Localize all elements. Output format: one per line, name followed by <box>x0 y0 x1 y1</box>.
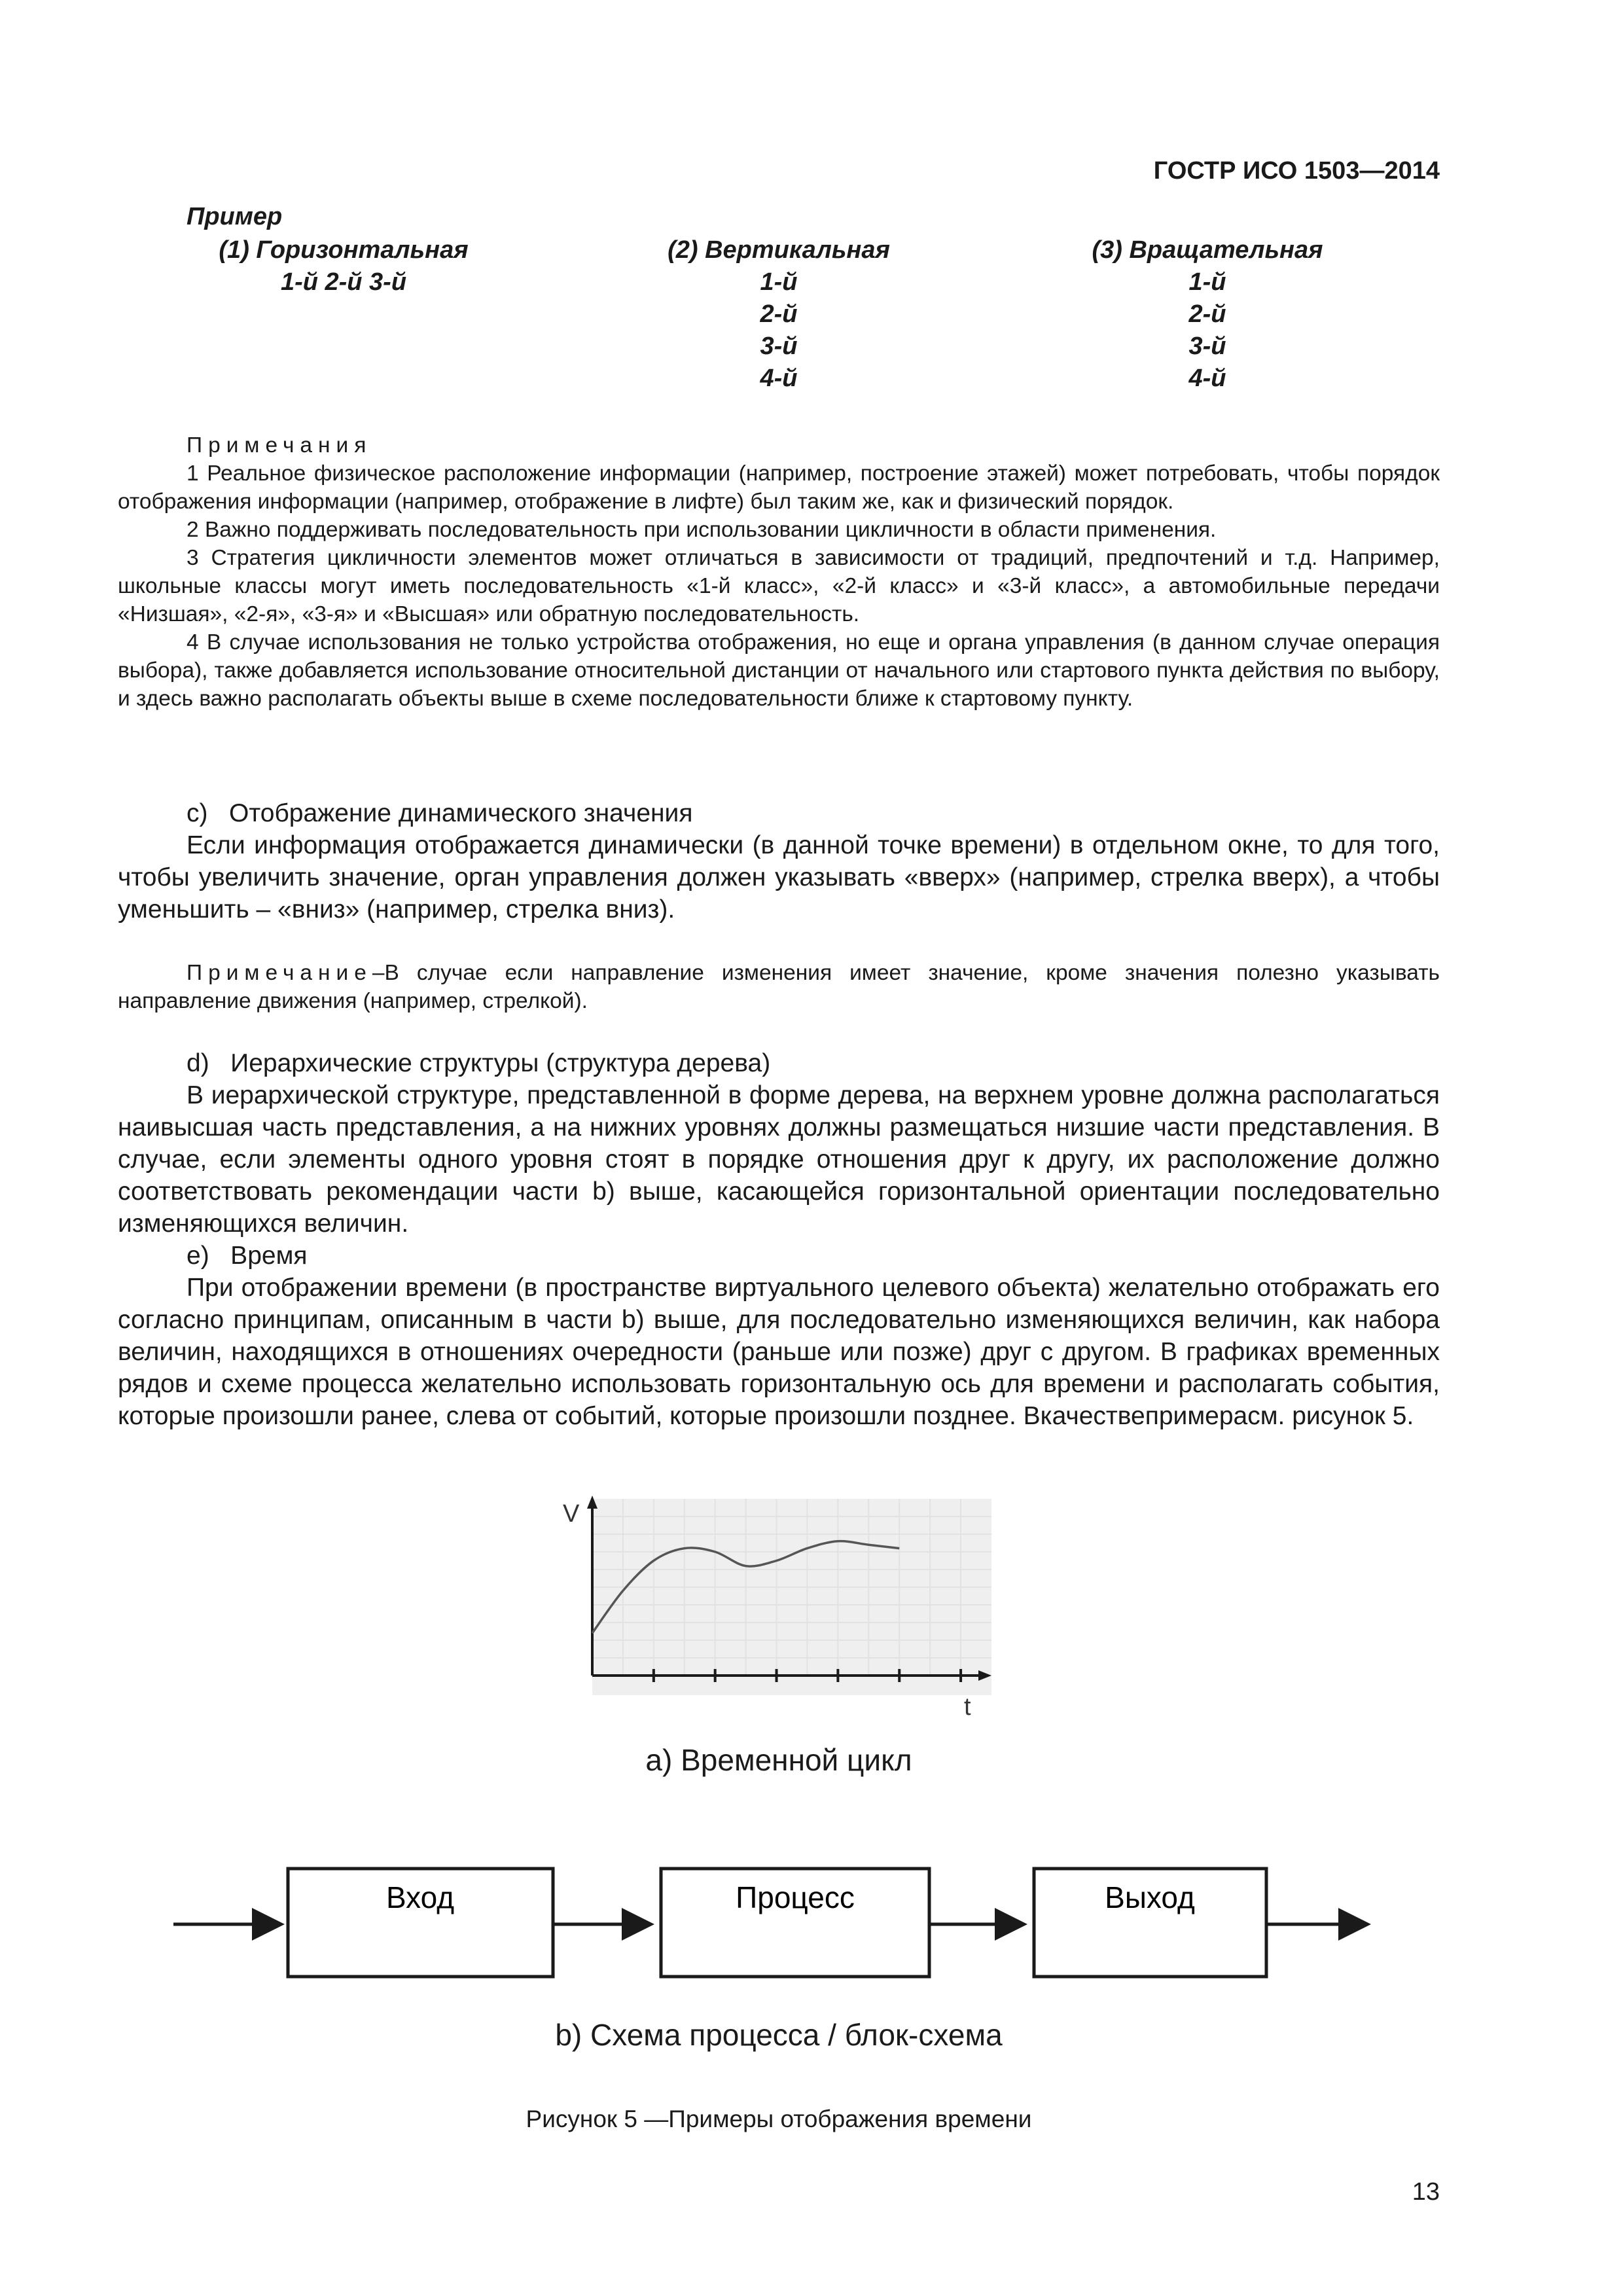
time-chart <box>563 1496 991 1721</box>
note-c-label: Примечание <box>187 961 372 985</box>
page-number: 13 <box>1412 2178 1440 2206</box>
note-item: 1 Реальное физическое расположение информации (например, построение этажей) может потребовать, чтобы порядок отображения информации (например, отображение в лифте) был таким же, как и физический порядок. <box>118 461 1440 514</box>
note-c-text: –В случае если направление изменения имеет значение, кроме значения полезно указывать направление движения (например, стрелкой). <box>118 961 1440 1013</box>
vertical-item: 2-й <box>760 300 798 328</box>
document-header: ГОСТР ИСО 1503—2014 <box>1153 157 1440 185</box>
section-d-heading: d) Иерархические структуры (структура дерева) <box>187 1049 771 1077</box>
vertical-title: (2) Вертикальная <box>668 236 890 264</box>
notes-title: Примечания <box>187 433 372 457</box>
rotational-item: 2-й <box>1188 300 1226 328</box>
rotational-item: 4-й <box>1188 365 1226 392</box>
section-c-heading: c) Отображение динамического значения <box>187 799 693 827</box>
section-c-text: Если информация отображается динамически (в данной точке времени) в отдельном окне, то для того, чтобы увеличить значение, орган управления должен указывать «вверх» (например, стрелка вверх), а чтобы уменьшить – «вниз» (например, стрелка вниз). <box>118 831 1440 924</box>
section-d-text: В иерархической структуре, представленной в форме дерева, на верхнем уровне должна располагаться наивысшая часть представления, а на нижних уровнях должны размещаться низшие части представления. В случае, если элементы одного уровня стоят в порядке отношения друг к другу, их расположение должно соответствовать рекомендации части b) выше, касающейся горизонтальной ориентации последовательно изменяющихся величин. <box>118 1081 1440 1238</box>
figure-caption: Рисунок 5 —Примеры отображения времени <box>526 2106 1032 2132</box>
vertical-item: 3-й <box>760 332 798 360</box>
horizontal-items: 1-й 2-й 3-й <box>280 268 407 296</box>
section-e-heading: e) Время <box>187 1242 308 1270</box>
vertical-item: 1-й <box>760 268 798 296</box>
note-item: 2 Важно поддерживать последовательность при использовании цикличности в области применения. <box>187 518 1217 542</box>
vertical-item: 4-й <box>760 365 798 392</box>
chart-caption: а) Временной цикл <box>645 1743 912 1777</box>
example-title: Пример <box>187 203 283 230</box>
note-item: 3 Стратегия цикличности элементов может отличаться в зависимости от традиций, предпочтений и т.д. Например, школьные классы могут иметь последовательность «1-й класс», «2-й класс» и «3-й класс», а автомобильные передачи «Низшая», «2-я», «3-я» и «Высшая» или обратную последовательность. <box>118 546 1440 626</box>
flow-caption: b) Схема процесса / блок-схема <box>555 2018 1003 2052</box>
y-axis-label: V <box>563 1500 580 1528</box>
rotational-item: 3-й <box>1188 332 1226 360</box>
x-axis-label: t <box>964 1693 971 1721</box>
box-process-label: Процесс <box>736 1880 855 1914</box>
rotational-item: 1-й <box>1188 268 1226 296</box>
rotational-title: (3) Вращательная <box>1092 236 1323 264</box>
flow-diagram <box>173 1869 1368 1977</box>
horizontal-title: (1) Горизонтальная <box>219 236 469 264</box>
section-e-text: При отображении времени (в пространстве виртуального целевого объекта) желательно отображать его согласно принципам, описанным в части b) выше, для последовательно изменяющихся величин, как набора величин, находящихся в отношениях очередности (раньше или позже) друг с другом. В графиках временных рядов и схеме процесса желательно использовать горизонтальную ось для времени и располагать события, которые произошли ранее, слева от событий, которые произошли позднее. Вкачествепримерасм. рисунок 5. <box>118 1274 1440 1430</box>
note-item: 4 В случае использования не только устройства отображения, но еще и органа управления (в данном случае операция выбора), также добавляется использование относительной дистанции от начального или стартового пункта действия по выбору, и здесь важно располагать объекты выше в схеме последовательности ближе к стартовому пункту. <box>118 630 1440 711</box>
box-output-label: Выход <box>1105 1880 1195 1914</box>
box-input-label: Вход <box>385 1880 455 1914</box>
chart-plot-area <box>592 1499 991 1695</box>
